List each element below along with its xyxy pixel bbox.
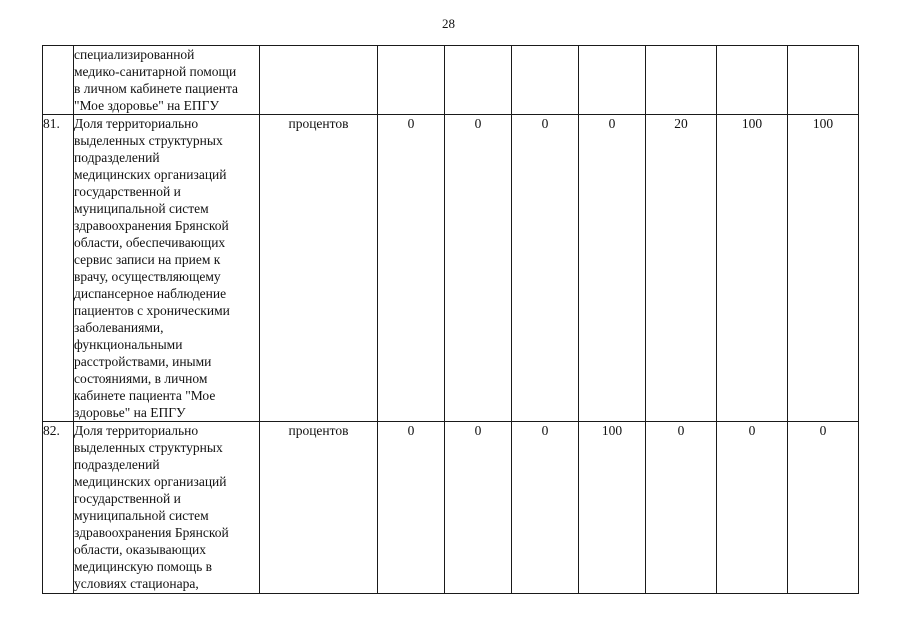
indicator-table [42,45,859,594]
description-line: функциональными [74,337,183,352]
description-line: сервис записи на прием к [74,252,221,267]
row-number: 82. [43,422,74,594]
description-line: области, обеспечивающих [74,235,226,250]
value-cell: 0 [646,422,717,594]
description-line: медицинскую помощь в [74,559,213,574]
description-line: здоровье" на ЕПГУ [74,405,186,420]
description-line: области, оказывающих [74,542,207,557]
row-number: 81. [43,115,74,422]
unit-cell: процентов [260,115,378,422]
description-line: специализированной [74,47,195,62]
description-line: муниципальной систем [74,508,209,523]
value-cell: 0 [579,115,646,422]
value-cell [579,46,646,115]
description-line: расстройствами, иными [74,354,212,369]
description-line: выделенных структурных [74,133,223,148]
value-cell: 100 [788,115,859,422]
row-number [43,46,74,115]
description-line: медицинских организаций [74,167,227,182]
value-cell: 0 [788,422,859,594]
value-cell: 0 [512,422,579,594]
description-line: подразделений [74,150,160,165]
description-line: врачу, осуществляющему [74,269,221,284]
value-cell: 20 [646,115,717,422]
description-line: заболеваниями, [74,320,164,335]
value-cell [445,46,512,115]
table-row [43,115,859,422]
page-number: 28 [442,16,455,31]
description-line: здравоохранения Брянской [74,525,229,540]
value-cell: 100 [579,422,646,594]
unit-cell [260,46,378,115]
description-line: Доля территориально [74,423,199,438]
value-cell: 0 [445,115,512,422]
description-line: кабинете пациента "Мое [74,388,216,403]
description-line: пациентов с хроническими [74,303,230,318]
description-line: подразделений [74,457,160,472]
value-cell: 0 [717,422,788,594]
description-line: здравоохранения Брянской [74,218,229,233]
description-line: условиях стационара, [74,576,199,591]
unit-cell: процентов [260,422,378,594]
description-line: выделенных структурных [74,440,223,455]
value-cell [378,46,445,115]
value-cell: 0 [378,422,445,594]
description-line: медико-санитарной помощи [74,64,237,79]
description-line: "Мое здоровье" на ЕПГУ [74,98,220,113]
description-line: государственной и [74,491,181,506]
table-row [43,422,859,594]
indicator-description [74,422,260,594]
value-cell: 0 [512,115,579,422]
value-cell [717,46,788,115]
value-cell: 100 [717,115,788,422]
indicator-description [74,115,260,422]
description-line: муниципальной систем [74,201,209,216]
description-line: в личном кабинете пациента [74,81,238,96]
value-cell [512,46,579,115]
description-line: государственной и [74,184,181,199]
value-cell [788,46,859,115]
value-cell: 0 [378,115,445,422]
table-row [43,46,859,115]
value-cell: 0 [445,422,512,594]
description-line: диспансерное наблюдение [74,286,227,301]
description-line: состояниями, в личном [74,371,208,386]
indicator-description [74,46,260,115]
description-line: медицинских организаций [74,474,227,489]
value-cell [646,46,717,115]
description-line: Доля территориально [74,116,199,131]
